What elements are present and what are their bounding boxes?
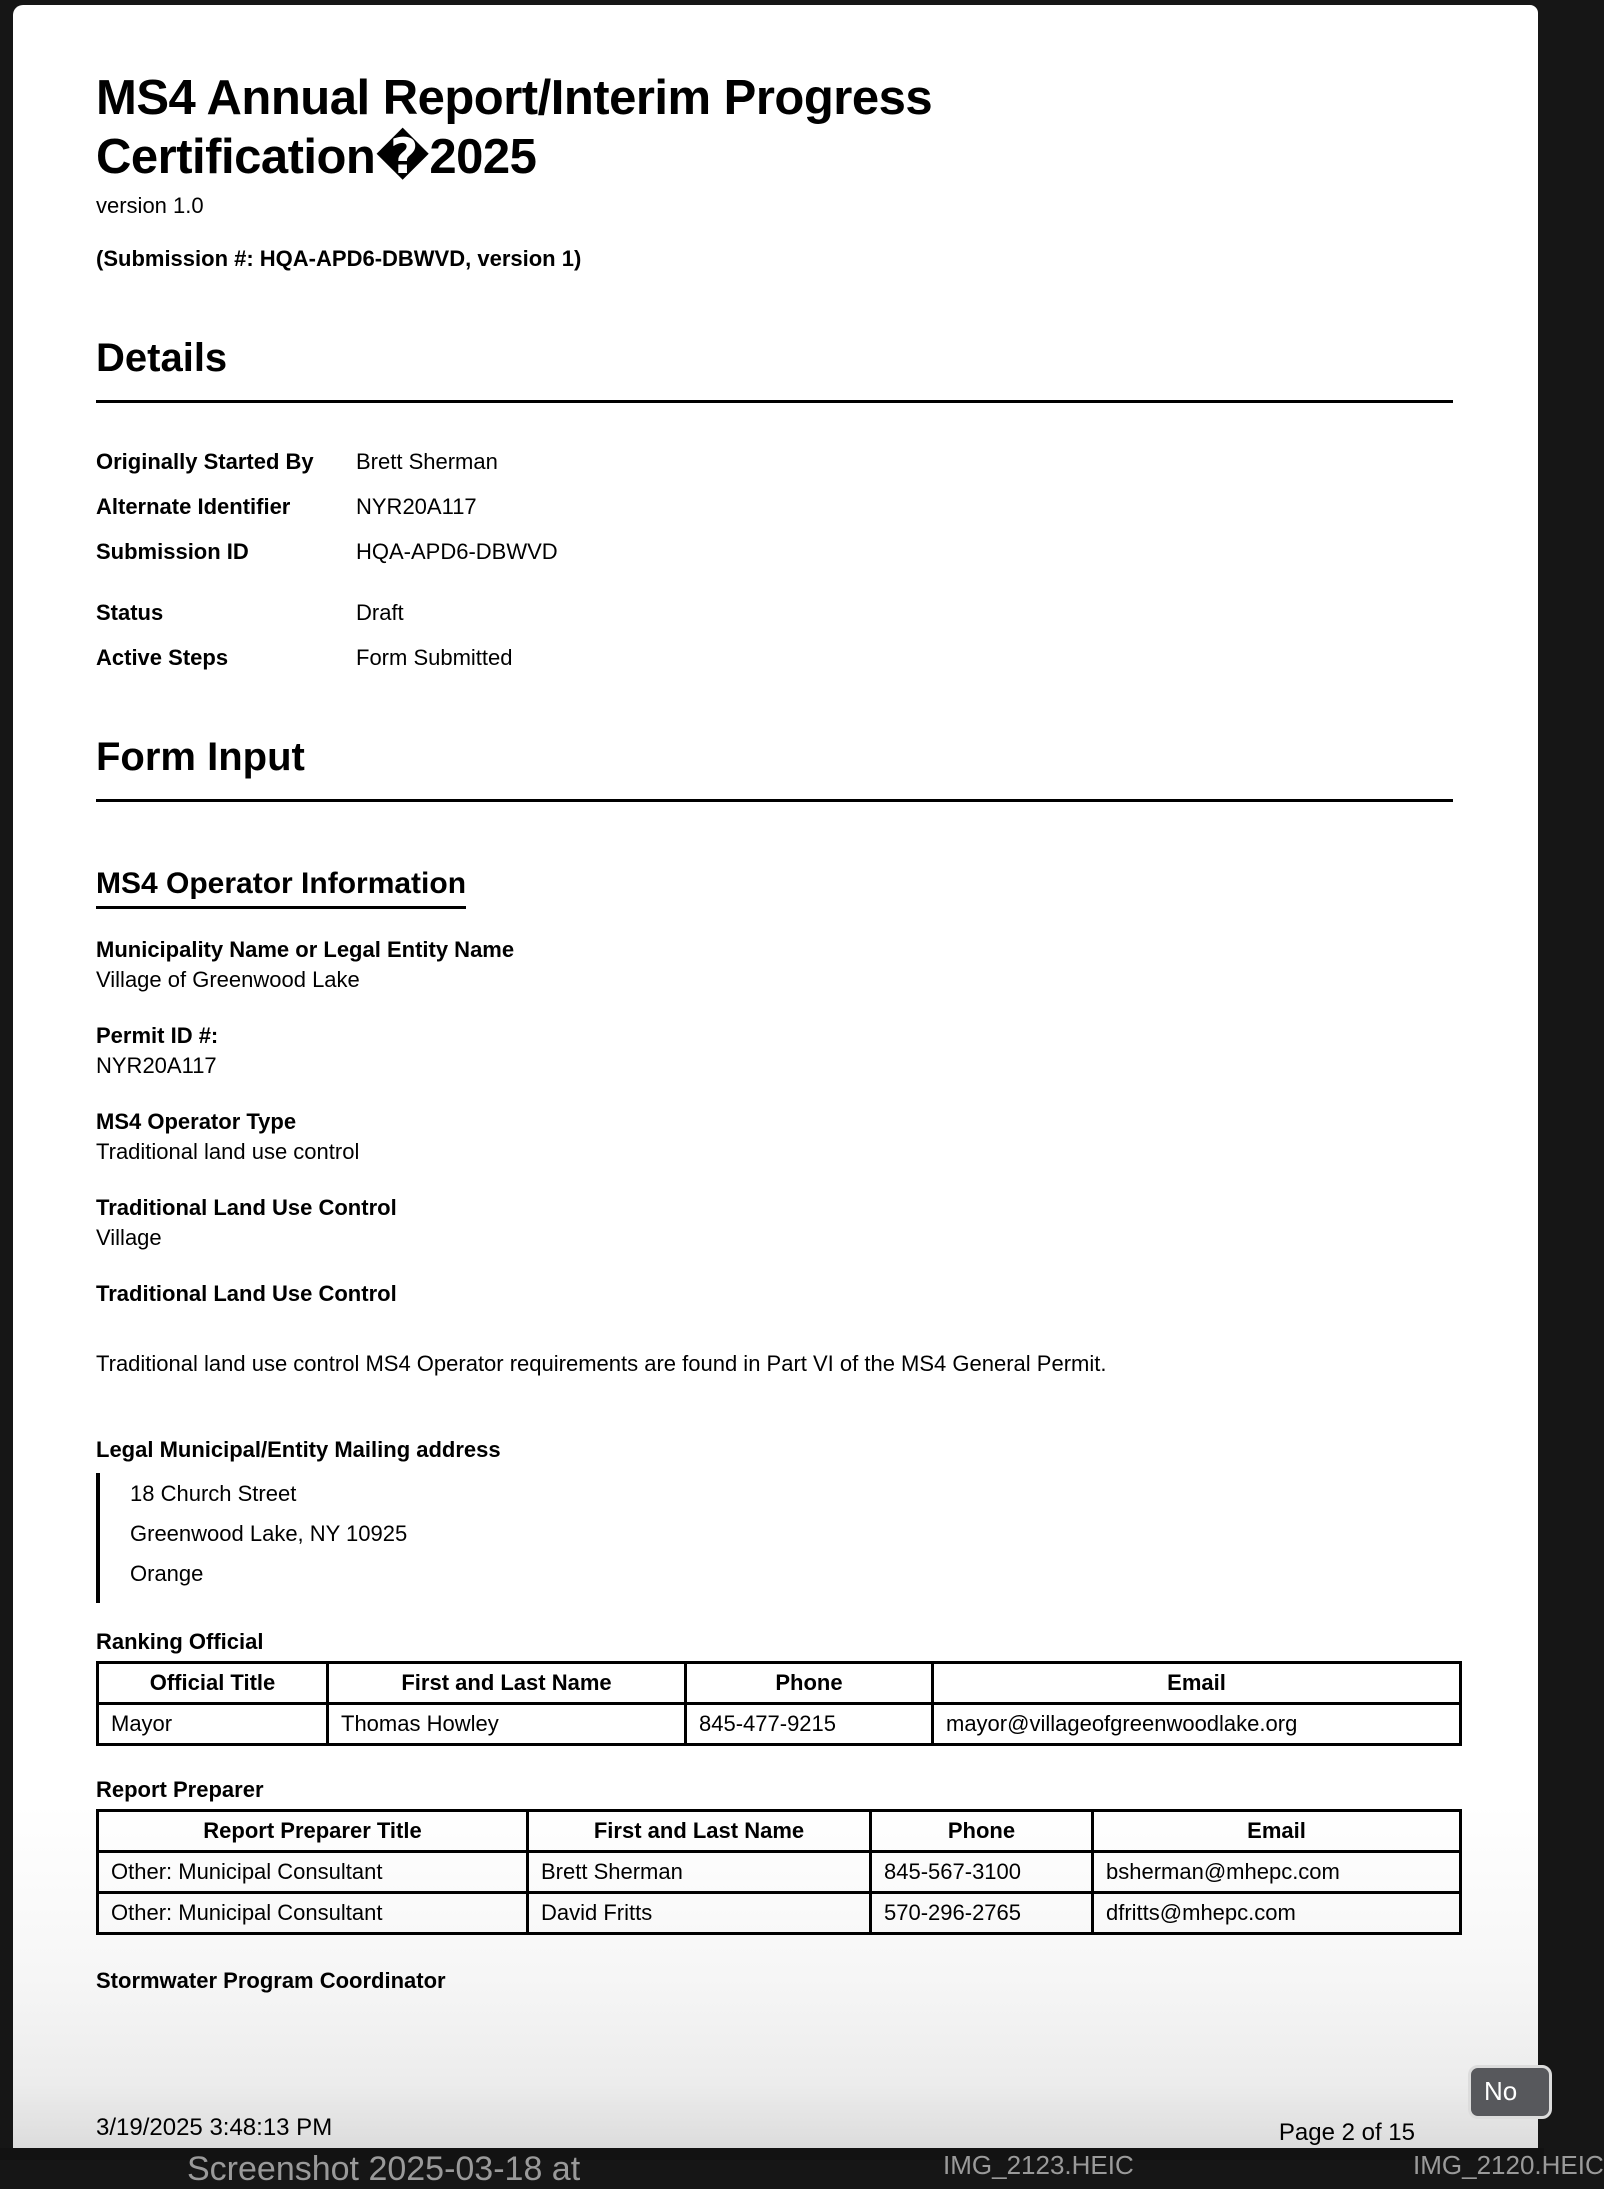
table-cell: Other: Municipal Consultant (98, 1892, 528, 1933)
question-value: NYR20A117 (96, 1052, 217, 1078)
question-label: Municipality Name or Legal Entity Name (96, 936, 515, 962)
table-cell: 570-296-2765 (871, 1892, 1093, 1933)
column-header: First and Last Name (328, 1662, 686, 1703)
mailing-address-line: Greenwood Lake, NY 10925 (130, 1520, 408, 1546)
form-input-heading: Form Input (96, 734, 305, 779)
column-header: Phone (686, 1662, 933, 1703)
table-row (98, 1703, 1461, 1744)
form-input-divider (96, 799, 1453, 802)
report-preparer-table (96, 1809, 1462, 1935)
table-cell: 845-477-9215 (686, 1703, 933, 1744)
taskbar-strip (0, 2148, 1604, 2188)
ranking-official-label: Ranking Official (96, 1628, 264, 1654)
question-value: Village (96, 1224, 162, 1250)
mailing-address-line: Orange (130, 1560, 204, 1586)
report-preparer-label: Report Preparer (96, 1776, 264, 1802)
detail-label: Active Steps (96, 644, 229, 670)
detail-value: Brett Sherman (356, 448, 498, 474)
footer-page-indicator: Page 2 of 15 (1278, 2119, 1415, 2146)
table-row (98, 1851, 1461, 1892)
question-block (96, 1107, 1453, 1167)
question-block (96, 1021, 1453, 1081)
table-cell: mayor@villageofgreenwoodlake.org (933, 1703, 1461, 1744)
column-header: Report Preparer Title (98, 1810, 528, 1851)
detail-label: Status (96, 599, 164, 625)
table-cell: Thomas Howley (328, 1703, 686, 1744)
taskbar-item: IMG_2120.HEIC (1413, 2150, 1604, 2180)
detail-row (96, 491, 1453, 522)
table-cell: 845-567-3100 (871, 1851, 1093, 1892)
column-header: First and Last Name (528, 1810, 871, 1851)
table-row (98, 1892, 1461, 1933)
detail-value: Form Submitted (356, 644, 513, 670)
column-header: Phone (871, 1810, 1093, 1851)
question-block (96, 1279, 1453, 1309)
question-value: Traditional land use control (96, 1138, 360, 1164)
table-cell: dfritts@mhepc.com (1093, 1892, 1461, 1933)
taskbar-item: IMG_2123.HEIC (943, 2150, 1134, 2180)
document-content (96, 5, 1453, 1996)
ranking-official-table (96, 1661, 1462, 1746)
column-header: Email (1093, 1810, 1461, 1851)
column-header: Official Title (98, 1662, 328, 1703)
detail-value: HQA-APD6-DBWVD (356, 538, 558, 564)
permit-note-paragraph: Traditional land use control MS4 Operator requirements are found in Part VI of the MS4 General Permit. (96, 1350, 1107, 1376)
footer-timestamp: 3/19/2025 3:48:13 PM (96, 2114, 333, 2141)
mailing-address-block (96, 1473, 1453, 1603)
question-value: Village of Greenwood Lake (96, 966, 360, 992)
table-header-row (98, 1810, 1461, 1851)
column-header: Email (933, 1662, 1461, 1703)
details-heading: Details (96, 335, 228, 380)
details-field-list (96, 446, 1453, 673)
table-cell: bsherman@mhepc.com (1093, 1851, 1461, 1892)
detail-row (96, 536, 1453, 567)
detail-row (96, 597, 1453, 628)
page-title: MS4 Annual Report/Interim Progress Certification�2025 (96, 71, 933, 184)
table-cell: Brett Sherman (528, 1851, 871, 1892)
detail-row (96, 642, 1453, 673)
details-divider (96, 400, 1453, 403)
mailing-address-line: 18 Church Street (130, 1480, 297, 1506)
submission-number-line: (Submission #: HQA-APD6-DBWVD, version 1) (96, 246, 582, 272)
taskbar-item: Screenshot 2025-03-18 at (187, 2150, 581, 2188)
operator-info-heading: MS4 Operator Information (96, 866, 466, 909)
mailing-address-label: Legal Municipal/Entity Mailing address (96, 1436, 501, 1462)
detail-label: Submission ID (96, 538, 249, 564)
stormwater-coordinator-label: Stormwater Program Coordinator (96, 1967, 446, 1993)
question-label: MS4 Operator Type (96, 1108, 297, 1134)
table-header-row (98, 1662, 1461, 1703)
detail-label: Alternate Identifier (96, 493, 291, 519)
detail-value: Draft (356, 599, 404, 625)
question-block (96, 1193, 1453, 1253)
question-block (96, 935, 1453, 995)
operator-info-heading-wrap (96, 866, 1453, 909)
document-page (13, 5, 1538, 2148)
document-version: version 1.0 (96, 192, 204, 218)
question-label: Traditional Land Use Control (96, 1280, 397, 1306)
detail-row (96, 446, 1453, 477)
table-cell: David Fritts (528, 1892, 871, 1933)
table-cell: Mayor (98, 1703, 328, 1744)
table-cell: Other: Municipal Consultant (98, 1851, 528, 1892)
question-label: Permit ID #: (96, 1022, 219, 1048)
question-label: Traditional Land Use Control (96, 1194, 397, 1220)
detail-value: NYR20A117 (356, 493, 477, 519)
notes-button[interactable]: No (1468, 2065, 1552, 2119)
detail-label: Originally Started By (96, 448, 314, 474)
